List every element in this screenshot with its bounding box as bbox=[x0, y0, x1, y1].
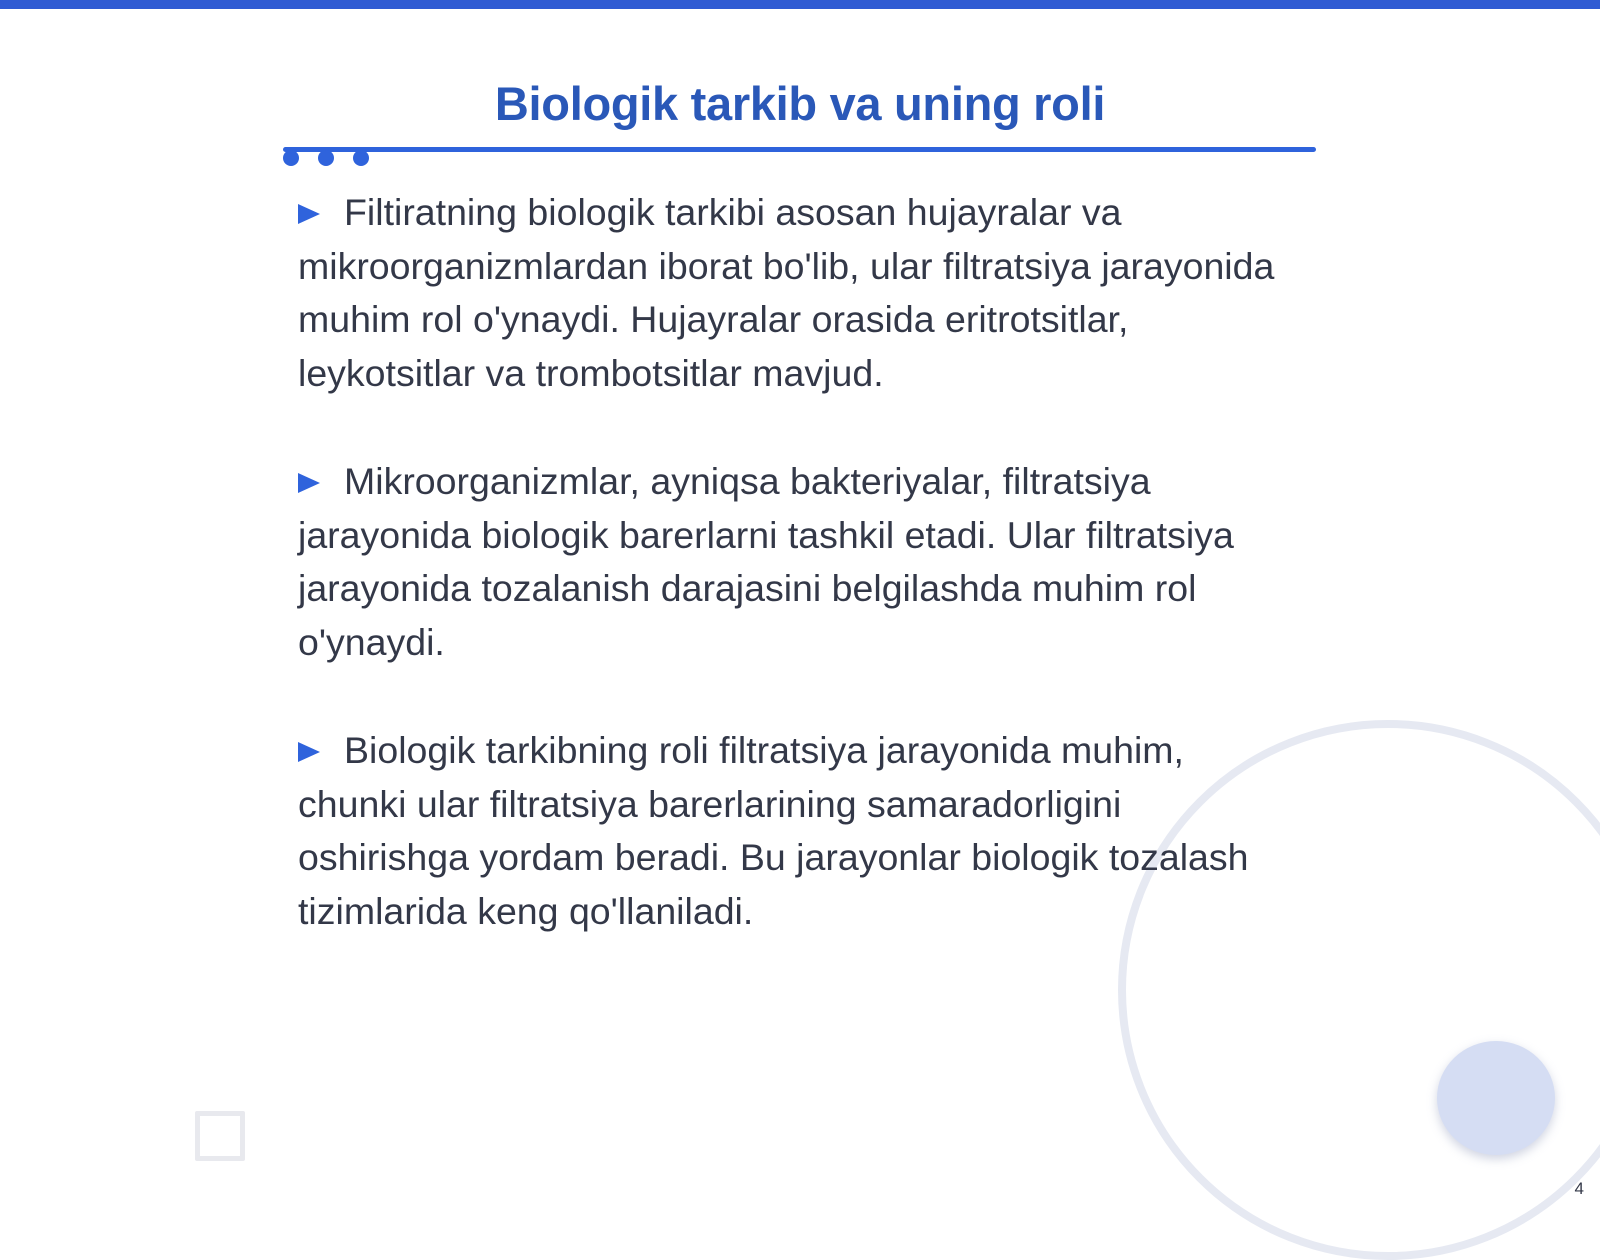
underline-dot bbox=[318, 150, 334, 166]
triangle-right-icon bbox=[298, 204, 320, 224]
decorative-filled-circle bbox=[1437, 1041, 1555, 1155]
page-number: 4 bbox=[1574, 1179, 1584, 1198]
bullet-item bbox=[298, 724, 1298, 938]
slide-title: Biologik tarkib va uning roli bbox=[494, 77, 1106, 130]
triangle-right-icon bbox=[298, 473, 320, 493]
bullet-text: Mikroorganizmlar, ayniqsa bakteriyalar, filtratsiya jarayonida biologik barerlarni tashkil etadi. Ular filtratsiya jarayonida tozalanish darajasini belgilashda muhim rol o'ynaydi. bbox=[298, 460, 1234, 663]
title-underline bbox=[283, 147, 1316, 152]
bullet-text: Filtiratning biologik tarkibi asosan hujayralar va mikroorganizmlardan iborat bo'lib, ular filtratsiya jarayonida muhim rol o'ynaydi. Hujayralar orasida eritrotsitlar, leykotsitlar va trombotsitlar mavjud. bbox=[298, 191, 1275, 394]
bullet-item bbox=[298, 186, 1298, 400]
bullet-item bbox=[298, 455, 1298, 669]
top-accent-bar bbox=[0, 0, 1600, 9]
triangle-right-icon bbox=[298, 742, 320, 762]
bullet-text: Biologik tarkibning roli filtratsiya jarayonida muhim, chunki ular filtratsiya barerlarining samaradorligini oshirishga yordam beradi. Bu jarayonlar biologik tozalash tizimlarida keng qo'llaniladi. bbox=[298, 729, 1249, 932]
slide-body bbox=[298, 186, 1298, 938]
underline-dot bbox=[353, 150, 369, 166]
decorative-square-outline bbox=[195, 1111, 245, 1161]
underline-dot bbox=[283, 150, 299, 166]
